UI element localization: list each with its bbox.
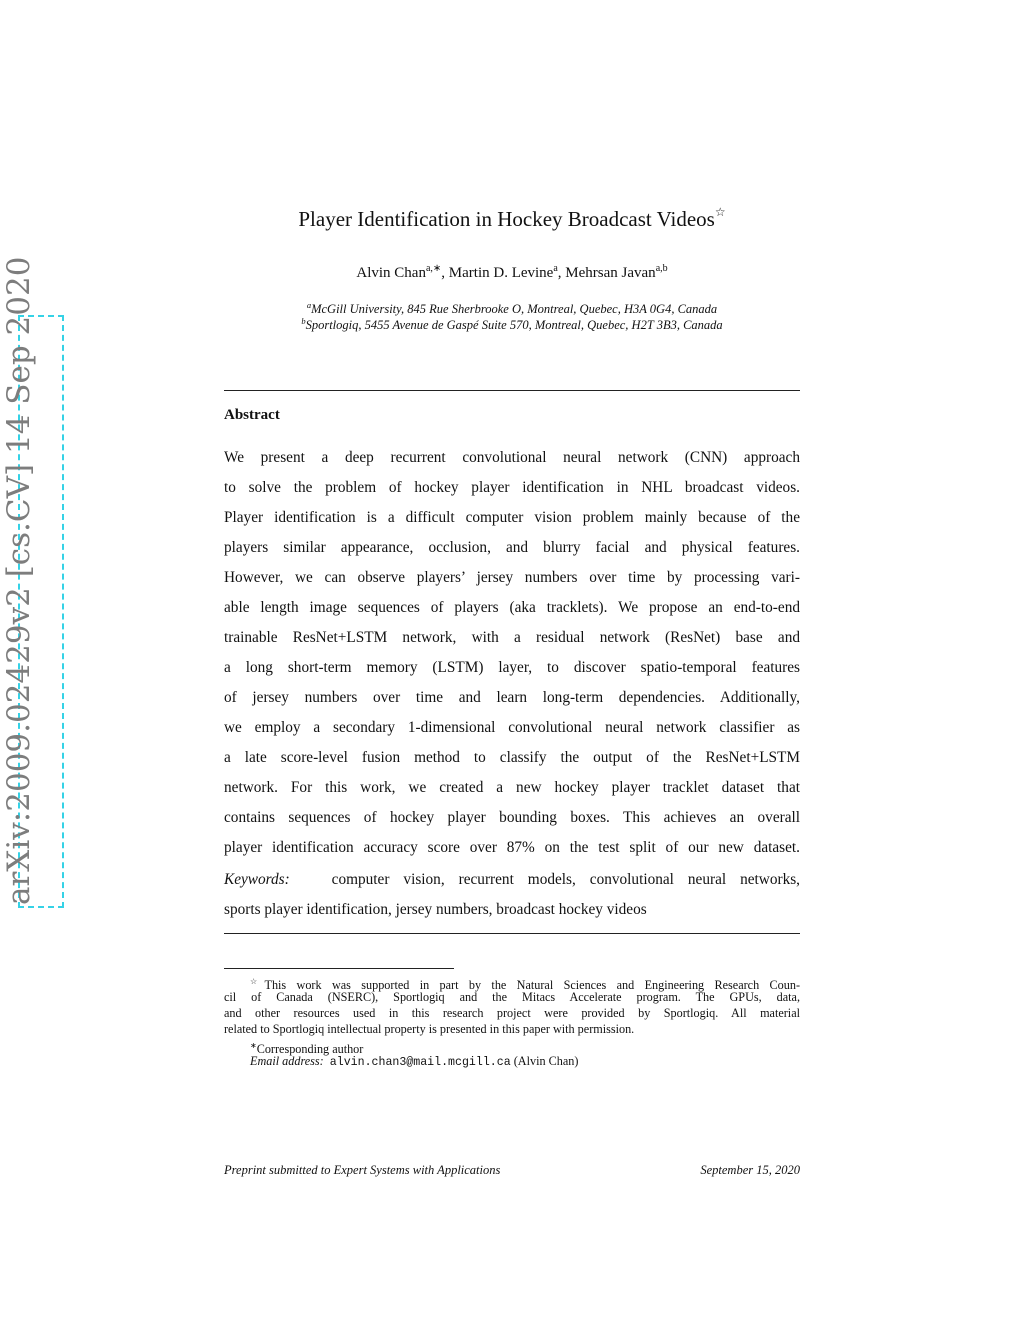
email-label: Email address: [250, 1054, 324, 1068]
abstract-line: contains sequences of hockey player bounding boxes. This achieves an overall [224, 809, 800, 826]
author-2-sep: , [557, 265, 566, 281]
footer-date: September 15, 2020 [700, 1163, 800, 1177]
affiliation-b-mark: b [301, 316, 306, 326]
footnote-text-1: This work was supported in part by the Natural Sciences and Engineering Research Coun- [264, 978, 800, 992]
keywords-line-2: sports player identification, jersey numbers, broadcast hockey videos [224, 901, 647, 918]
footnote-line: related to Sportlogiq intellectual property is presented in this paper with permission. [224, 1022, 635, 1036]
abstract-line: We present a deep recurrent convolutional neural network (CNN) approach [224, 449, 800, 466]
paper-title [224, 205, 800, 232]
affiliation-a [224, 300, 800, 317]
affiliation-b-text: Sportlogiq, 5455 Avenue de Gaspé Suite 570, Montreal, Quebec, H2T 3B3, Canada [305, 318, 723, 332]
footnote-star-mark: ☆ [250, 977, 265, 986]
abstract-line: a long short-term memory (LSTM) layer, to discover spatio-temporal features [224, 659, 800, 676]
email-link[interactable]: alvin.chan3@mail.mcgill.ca [329, 1056, 511, 1069]
abstract-line: of jersey numbers over time and learn long-term dependencies. Additionally, [224, 689, 800, 706]
footnote-line: cil of Canada (NSERC), Sportlogiq and the Mitacs Accelerate program. The GPUs, data, [224, 990, 800, 1004]
abstract-line: However, we can observe players’ jersey numbers over time by processing vari- [224, 569, 800, 586]
affiliation-a-text: McGill University, 845 Rue Sherbrooke O, Montreal, Quebec, H3A 0G4, Canada [311, 302, 718, 316]
abstract-line: to solve the problem of hockey player identification in NHL broadcast videos. [224, 479, 800, 496]
abstract-line: we employ a secondary 1-dimensional convolutional neural network classifier as [224, 719, 800, 736]
author-1-marks: a,∗ [425, 263, 442, 274]
abstract-line: trainable ResNet+LSTM network, with a residual network (ResNet) base and [224, 629, 800, 646]
title-text: Player Identification in Hockey Broadcast Videos [298, 207, 715, 231]
abstract-line: players similar appearance, occlusion, and blurry facial and physical features. [224, 539, 800, 556]
abstract-line: able length image sequences of players (aka tracklets). We propose an end-to-end [224, 599, 800, 616]
footer-preprint-note: Preprint submitted to Expert Systems with Applications [224, 1163, 501, 1177]
footnote-rule [224, 968, 454, 969]
abstract-line: network. For this work, we created a new hockey player tracklet dataset that [224, 779, 800, 796]
keywords-text-1: computer vision, recurrent models, convolutional neural networks, [331, 871, 800, 888]
keywords-label: Keywords: [224, 871, 290, 888]
abstract-line: a late score-level fusion method to classify the output of the ResNet+LSTM [224, 749, 800, 766]
corresponding-author-note [250, 1038, 800, 1054]
email-owner: (Alvin Chan) [513, 1054, 579, 1068]
abstract-line: player identification accuracy score over 87% on the test split of our new dataset. [224, 839, 800, 856]
abstract-heading: Abstract [224, 407, 280, 423]
affiliation-a-mark: a [306, 300, 312, 310]
affiliation-b [224, 316, 800, 333]
abstract-line: Player identification is a difficult computer vision problem mainly because of the [224, 509, 800, 526]
arxiv-stamp[interactable]: arXiv:2009.02429v2 [cs.CV] 14 Sep 2020 [1, 256, 37, 905]
author-2-marks: a [553, 263, 558, 274]
abstract-top-rule [224, 390, 800, 391]
corresponding-text: Corresponding author [256, 1042, 364, 1056]
email-note [250, 1054, 800, 1070]
author-1-name: Alvin Chan [356, 265, 426, 281]
author-3-name: Mehrsan Javan [565, 265, 656, 281]
author-2-name: Martin D. Levine [448, 265, 554, 281]
author-list [224, 263, 800, 282]
abstract-bottom-rule [224, 933, 800, 934]
author-1-sep: , [441, 265, 449, 281]
keywords-line-1 [224, 868, 800, 892]
footnote-line-1 [250, 974, 800, 990]
corresponding-mark: ∗ [250, 1041, 257, 1050]
title-star-mark: ☆ [714, 205, 726, 219]
footnote-line: and other resources used in this research project were provided by Sportlogiq. All material [224, 1006, 800, 1020]
author-3-marks: a,b [655, 263, 668, 274]
